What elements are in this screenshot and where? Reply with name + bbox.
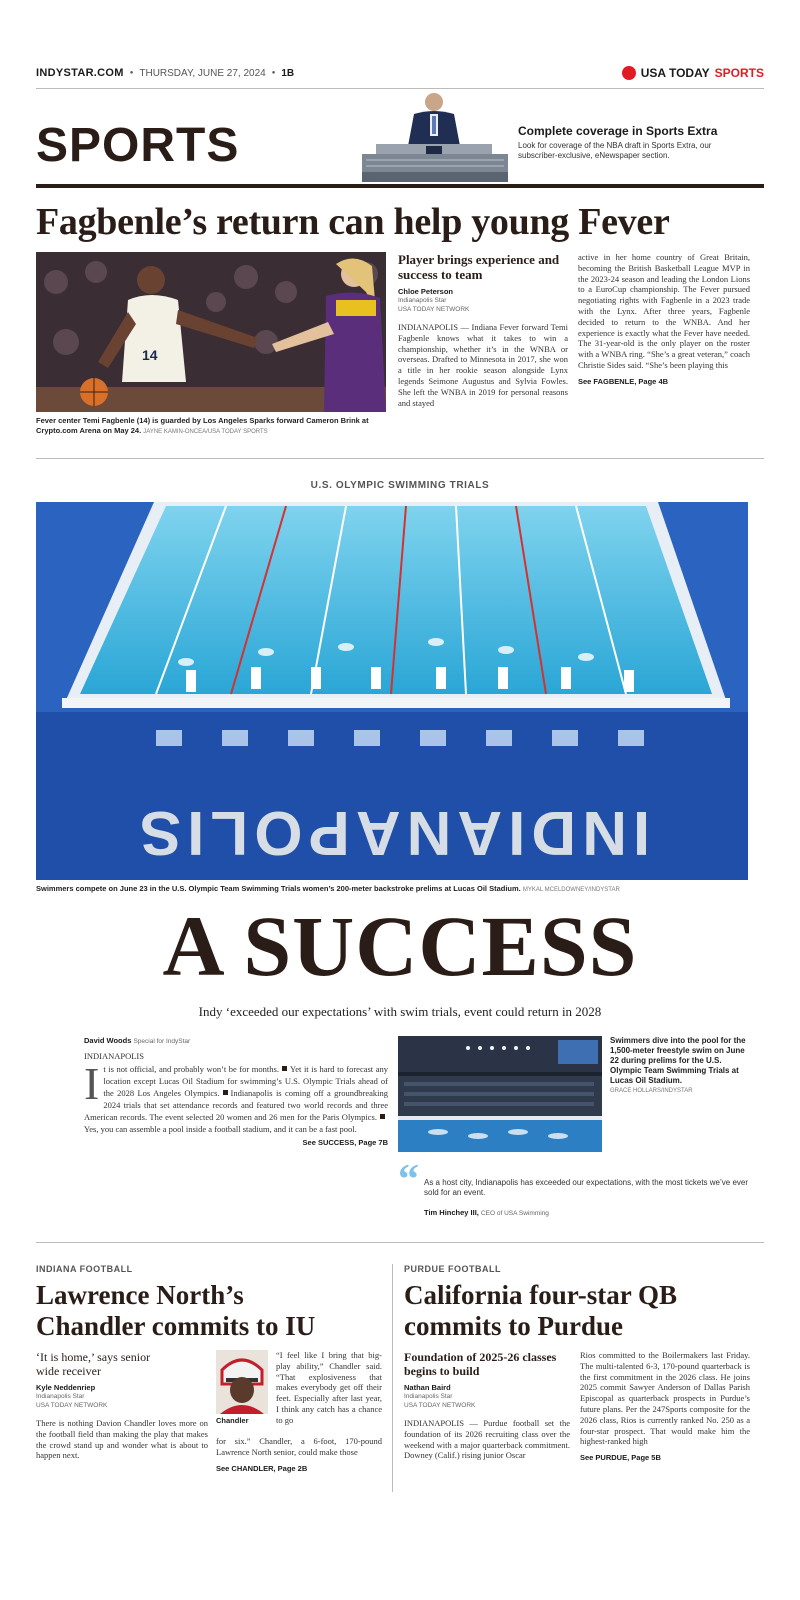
issue-date: THURSDAY, JUNE 27, 2024 (139, 67, 266, 79)
site-name[interactable]: INDYSTAR.COM (36, 67, 124, 79)
swim-deck: Indy ‘exceeded our expectations’ with swim trials, event could return in 2028 (198, 1004, 602, 1019)
photo-credit: MYKAL MCELDOWNEY/INDYSTAR (522, 887, 620, 893)
headline-line: commits to Purdue (404, 1311, 623, 1341)
divider (36, 88, 764, 89)
stadium-dive-photo[interactable] (398, 1036, 602, 1152)
brand-usa-today: USA TODAY (640, 66, 710, 80)
lead-story-column-2 (578, 252, 750, 386)
indiana-column-2 (276, 1350, 382, 1426)
drop-cap: I (84, 1058, 100, 1109)
byline-name: Chloe Peterson (398, 287, 454, 296)
body-text: t is not official, and probably won’t be for months. (103, 1064, 279, 1074)
body-text: There is nothing Davion Chandler loves more on the football field than making the play that makes the crowd stand up and wonder what is about to happen next. (36, 1418, 208, 1461)
body-text: INDIANAPOLIS — Purdue football set the foundation of its 2026 recruiting class over the weekend with a major quarterback commitment. Downey (Calif.) rising junior Oscar (404, 1418, 570, 1461)
dateline: INDIANAPOLIS (84, 1051, 144, 1061)
byline-role: Special for IndyStar (133, 1038, 191, 1045)
pool-photo-caption (36, 884, 748, 895)
purdue-headline[interactable] (404, 1280, 750, 1342)
divider (36, 1242, 764, 1243)
swim-kicker: U.S. OLYMPIC SWIMMING TRIALS (310, 480, 490, 491)
nba-draft-photo[interactable] (356, 90, 510, 182)
body-text: for six.” Chandler, a 6-foot, 170-pound Lawrence North senior, could make those (216, 1436, 382, 1457)
lead-story-column-1 (398, 252, 568, 408)
purdue-story (404, 1264, 750, 1342)
purdue-column-1 (404, 1350, 570, 1461)
purdue-kicker: PURDUE FOOTBALL (404, 1264, 501, 1274)
jump-link[interactable]: See FAGBENLE, Page 4B (578, 376, 669, 386)
body-text: Yes, you can assemble a pool inside a football stadium, and it can be a fast pool. (84, 1124, 357, 1134)
caption-text: Fever center Temi Fagbenle (14) is guarded by Los Angeles Sparks forward Cameron Brink at Crypto.com Arena on May 24. (36, 416, 369, 435)
bullet-icon (223, 1090, 228, 1095)
purdue-column-2 (580, 1350, 750, 1462)
byline-name: Nathan Baird (404, 1383, 451, 1392)
swim-story-body (84, 1036, 388, 1147)
chandler-headshot[interactable] (216, 1350, 268, 1414)
promo-title: Complete coverage in Sports Extra (518, 124, 718, 138)
caption-text: Swimmers compete on June 23 in the U.S. Olympic Team Swimming Trials women’s 200-meter backstroke prelims at Lucas Oil Stadium. (36, 884, 521, 893)
photo-credit: GRACE HOLLARS/INDYSTAR (610, 1088, 693, 1094)
page-number: 1B (281, 67, 295, 79)
svg-text:14: 14 (142, 347, 158, 363)
pool-deck-lettering: INDIANAPOLIS (133, 798, 651, 867)
usa-today-sports-logo[interactable] (622, 66, 764, 80)
section-title: SPORTS (36, 119, 240, 172)
byline-network: USA TODAY NETWORK (36, 1402, 108, 1409)
jump-link[interactable]: See PURDUE, Page 5B (580, 1453, 661, 1463)
body-text: Indianapolis is coming off a groundbreaking 2024 trials that set attendance records and featured two world records and three American records. The event selected 20 women and 26 men for the Paris Olympics. (84, 1088, 388, 1122)
lead-headline[interactable]: Fagbenle’s return can help young Fever (36, 201, 670, 243)
byline-name: Kyle Neddenriep (36, 1383, 96, 1392)
body-text: Rios committed to the Boilermakers last Friday. The multi-talented 6-3, 170-pound quarterback is the first commitment in the 2026 class. He joins 2025 commit Sawyer Anderson of Dallas Parish Episcopal as quarterback prospects in Purdue’s future plans. Per the 247Sports composite for the 2026 class, Rios is currently ranked No. 250 as a four-star prospect. That would make him the highest-ranked high (580, 1350, 750, 1447)
byline-org: Indianapolis Star (398, 297, 447, 304)
byline-org: Indianapolis Star (36, 1393, 85, 1400)
stadium-photo-caption (610, 1036, 750, 1096)
bullet-icon (282, 1066, 287, 1071)
body-text: “I feel like I bring that big-play ability,” Chandler said. “That explosiveness that makes everybody get off their feet. Especially after last year, I think any catch has a chance to go (276, 1350, 382, 1425)
bullet-icon (380, 1114, 385, 1119)
headshot-caption: Chandler (216, 1416, 249, 1425)
headline-line: Chandler commits to IU (36, 1311, 316, 1341)
separator-dot: ● (129, 70, 134, 76)
indiana-column-2-continued (216, 1436, 382, 1473)
promo-body: Look for coverage of the NBA draft in Sports Extra, our subscriber-exclusive, eNewspaper section. (518, 141, 712, 160)
body-text: active in her home country of Great Britain, becoming the British Basketball League MVP in the 2023-24 season and leading the London Lions to a EuroCup championship. The Fever pursued negotiating rights with Fagbenle in a 2023 trade with the Lynx. After three years, Fagbenle decided to return to the WNBA. And her experience is exactly what the Fever have needed. The 31-year-old is the only player on the roster with a WNBA ring. “She’s a great veteran,” coach Christie Sides said. “She’s been playing this (578, 252, 750, 370)
body-text: INDIANAPOLIS — Indiana Fever forward Temi Fagbenle knows what it takes to win a championship, whether it’s in the WNBA or overseas. Drafted to Minnesota in 2017, she won a title in her rookie season alongside Lynx legends Seimone Augustus and Sylvia Fowles. She left the WNBA in 2019 for personal reasons and stayed (398, 322, 568, 408)
masthead (36, 64, 764, 82)
indiana-subhead: ‘It is home,’ says senior wide receiver (36, 1350, 151, 1378)
quote-attribution (424, 1208, 549, 1217)
indiana-headline[interactable] (36, 1280, 382, 1342)
photo-credit: JAYNE KAMIN-ONCEA/USA TODAY SPORTS (143, 429, 268, 435)
sports-extra-promo[interactable] (518, 124, 750, 161)
pull-quote: As a host city, Indianapolis has exceeded our expectations, with the most tickets we’ve ever sold for an event. (424, 1178, 749, 1197)
divider (36, 458, 764, 459)
jump-link[interactable]: See CHANDLER, Page 2B (216, 1463, 308, 1473)
swim-body (84, 1058, 388, 1135)
caption-text: Swimmers dive into the pool for the 1,500-meter freestyle swim on June 22 during prelims for the U.S. Olympic Team Swimming Trials at Lucas Oil Stadium. (610, 1036, 746, 1085)
swim-byline (84, 1036, 388, 1045)
byline-name: David Woods (84, 1036, 132, 1045)
swim-headline[interactable]: A SUCCESS (162, 898, 638, 994)
body-text: Yet it is hard to forecast any location except Lucas Oil Stadium for swimming’s U.S. Olympic Trials ahead of the 2028 Los Angeles Olympics. (103, 1064, 388, 1098)
masthead-left (36, 67, 294, 79)
indiana-story (36, 1264, 382, 1342)
usa-today-dot-icon (622, 66, 636, 80)
purdue-subhead: Foundation of 2025-26 classes begins to build (404, 1350, 557, 1378)
byline-network: USA TODAY NETWORK (398, 306, 470, 313)
quote-name: Tim Hinchey III, (424, 1208, 479, 1217)
byline-org: Indianapolis Star (404, 1393, 453, 1400)
section-rule (36, 184, 764, 188)
indiana-column-1 (36, 1350, 208, 1461)
separator-dot: ● (271, 70, 276, 76)
fever-basketball-photo[interactable] (36, 252, 386, 412)
headline-line: California four-star QB (404, 1280, 677, 1310)
olympic-pool-photo[interactable] (36, 502, 748, 880)
brand-sports: SPORTS (714, 66, 764, 80)
indiana-kicker: INDIANA FOOTBALL (36, 1264, 133, 1274)
lead-subhead: Player brings experience and success to team (398, 252, 560, 282)
byline-network: USA TODAY NETWORK (404, 1402, 476, 1409)
jump-link[interactable]: See SUCCESS, Page 7B (302, 1138, 388, 1147)
headline-line: Lawrence North’s (36, 1280, 244, 1310)
quote-title: CEO of USA Swimming (480, 1210, 549, 1217)
column-divider (392, 1264, 393, 1492)
quote-mark-icon: “ (398, 1157, 419, 1203)
fever-photo-caption (36, 416, 386, 437)
